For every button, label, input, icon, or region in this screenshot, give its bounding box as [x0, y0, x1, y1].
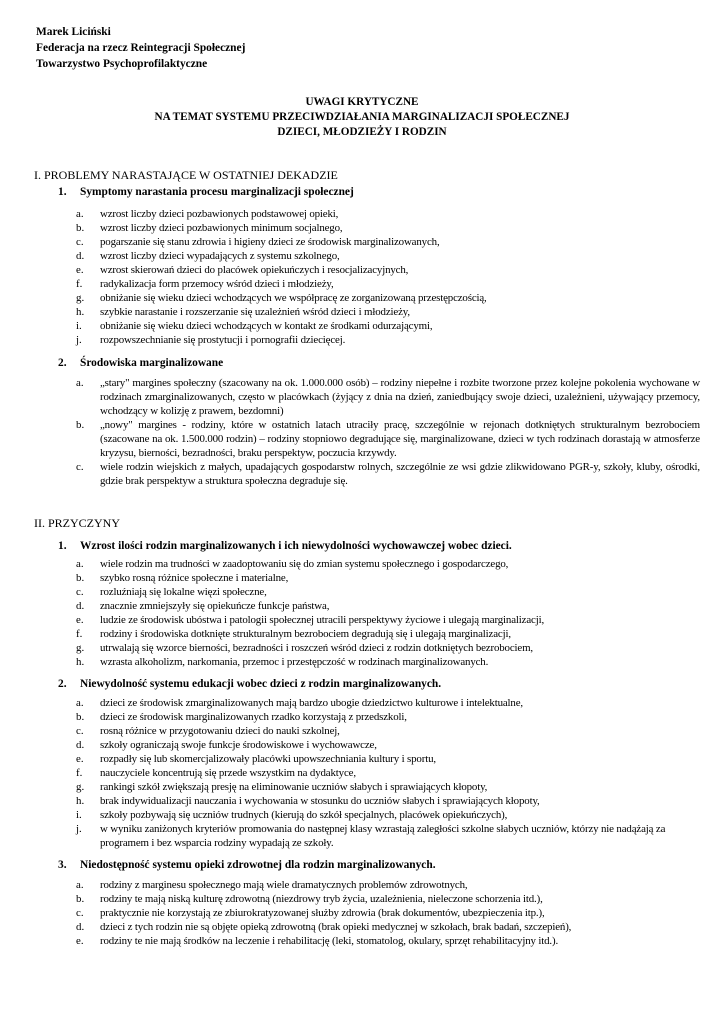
list-item-text: szybkie narastanie i rozszerzanie się uzależnień wśród dzieci i młodzieży, — [100, 306, 410, 318]
list-item — [0, 585, 724, 599]
list-item-marker: a. — [76, 558, 84, 570]
list-item-text: radykalizacja form przemocy wśród dzieci i młodzieży, — [100, 278, 334, 290]
title-line-1: UWAGI KRYTYCZNE — [305, 96, 419, 108]
section-1-2-heading — [58, 356, 223, 371]
list-item — [0, 263, 724, 277]
list-item-text: w wyniku zaniżonych kryteriów promowania do następnej klasy wzrastają zaległości szkolne słabych uczniów, którzy nie nadążają za programem i bez wsparcia rodziny wypadają ze szkoły. — [100, 823, 666, 849]
list-item-text: wzrost liczby dzieci pozbawionych minimum socjalnego, — [100, 222, 343, 234]
list-item-text: „nowy" margines - rodziny, które w ostatnich latach utraciły pracę, szczególnie w rejonach dotkniętych strukturalnym bezrobociem (szacowane na ok. 1.500.000 rodzin) – rodziny stopniowo degradujące się, marginalizowane, dzieci w tych rodzinach dorastają w atmosferze kryzysu, bierności, bezradności, braku perspektyw, poczucia krzywdy. — [100, 419, 700, 459]
list-item-text: rodziny i środowiska dotknięte strukturalnym bezrobociem degradują się i ulegają marginalizacji, — [100, 628, 511, 640]
list-item-marker: d. — [76, 739, 85, 751]
list-item-text: „stary" margines społeczny (szacowany na ok. 1.000.000 osób) – rodziny niepełne i rozbite tworzone przez kolejne pokolenia wychowane w rodzinach zmarginalizowanych, często w placówkach (żyjący z dnia na dzień, zaniedbujący swoje dzieci, uzależnieni, używający przemocy, wchodzący w kolizję z prawem, bezdomni) — [100, 377, 700, 417]
list-item-marker: a. — [76, 208, 84, 220]
list-item — [0, 724, 724, 738]
list-item-marker: j. — [76, 823, 82, 835]
section-number: 3. — [58, 859, 67, 871]
section-title: Środowiska marginalizowane — [80, 357, 224, 369]
list-item-text: rozpadły się lub skomercjalizowały placówki upowszechniania kultury i sportu, — [100, 753, 436, 765]
list-item-text: ludzie ze środowisk ubóstwa i patologii społecznej utracili perspektywy życiowe i ulegają marginalizacji, — [100, 614, 545, 626]
list-item — [0, 780, 724, 794]
list-item-marker: c. — [76, 586, 84, 598]
list-item — [0, 207, 724, 221]
list-item-text: rozluźniają się lokalne więzi społeczne, — [100, 586, 267, 598]
list-item-marker: e. — [76, 753, 84, 765]
document-title — [0, 95, 724, 140]
list-item-marker: b. — [76, 711, 85, 723]
list-item-text: praktycznie nie korzystają ze zbiurokratyzowanej służby zdrowia (brak dokumentów, ubezpieczenia itp.), — [100, 907, 545, 919]
author-organization-1: Federacja na rzecz Reintegracji Społecznej — [36, 42, 246, 54]
title-line-3: DZIECI, MŁODZIEŻY I RODZIN — [277, 126, 447, 138]
list-item — [0, 934, 724, 948]
section-2-3-heading — [58, 858, 436, 873]
list-item-text: rozpowszechnianie się prostytucji i pornografii dziecięcej. — [100, 334, 346, 346]
list-item-text: utrwalają się wzorce bierności, bezradności i roszczeń wśród dzieci z rodzin dotkniętych bezrobociem, — [100, 642, 533, 654]
list-item-text: szybko rosną różnice społeczne i materialne, — [100, 572, 289, 584]
list-item-marker: d. — [76, 250, 85, 262]
section-number: 2. — [58, 357, 67, 369]
list-item-marker: a. — [76, 697, 84, 709]
list-item — [0, 291, 724, 305]
list-item — [0, 766, 724, 780]
section-number: 1. — [58, 186, 67, 198]
section-2-1-heading — [58, 539, 512, 554]
section-2-1-list — [0, 557, 724, 669]
list-item-text: rankingi szkół zwiększają presję na eliminowanie uczniów słabych i sprawiających kłopoty, — [100, 781, 488, 793]
list-item — [0, 571, 724, 585]
section-title: Symptomy narastania procesu marginalizacji społecznej — [80, 186, 354, 198]
section-2-3-list — [0, 878, 724, 948]
list-item — [0, 878, 724, 892]
list-item-marker: b. — [76, 419, 85, 431]
author-block — [36, 24, 245, 72]
list-item-marker: j. — [76, 334, 82, 346]
list-item-text: pogarszanie się stanu zdrowia i higieny dzieci ze środowisk marginalizowanych, — [100, 236, 440, 248]
list-item — [0, 752, 724, 766]
list-item-text: dzieci ze środowisk zmarginalizowanych mają bardzo ubogie dziedzictwo kulturowe i intelektualne, — [100, 697, 523, 709]
list-item — [0, 333, 724, 347]
list-item-marker: h. — [76, 656, 85, 668]
section-title: Niewydolność systemu edukacji wobec dzieci z rodzin marginalizowanych. — [80, 678, 442, 690]
list-item-marker: a. — [76, 879, 84, 891]
list-item-text: wiele rodzin ma trudności w zaadoptowaniu się do zmian systemu społecznego i gospodarczego, — [100, 558, 509, 570]
list-item-marker: g. — [76, 781, 85, 793]
list-item — [0, 920, 724, 934]
section-1-2-list — [0, 376, 724, 488]
title-line-2: NA TEMAT SYSTEMU PRZECIWDZIAŁANIA MARGINALIZACJI SPOŁECZNEJ — [154, 111, 570, 123]
list-item — [0, 655, 724, 669]
list-item — [0, 235, 724, 249]
list-item-marker: d. — [76, 600, 85, 612]
list-item — [0, 738, 724, 752]
list-item-text: rodziny te nie mają środków na leczenie i rehabilitację (leki, stomatolog, okulary, sprzęt rehabilitacyjny itd.). — [100, 935, 559, 947]
list-item-text: rodziny z marginesu społecznego mają wiele dramatycznych problemów zdrowotnych, — [100, 879, 468, 891]
list-item — [0, 277, 724, 291]
list-item — [0, 599, 724, 613]
section-number: 2. — [58, 678, 67, 690]
list-item-marker: c. — [76, 907, 84, 919]
list-item-text: rosną różnice w przygotowaniu dzieci do nauki szkolnej, — [100, 725, 340, 737]
list-item-marker: b. — [76, 893, 85, 905]
author-organization-2: Towarzystwo Psychoprofilaktyczne — [36, 58, 208, 70]
list-item-text: dzieci ze środowisk marginalizowanych rzadko korzystają z przedszkoli, — [100, 711, 407, 723]
list-item-text: szkoły ograniczają swoje funkcje środowiskowe i wychowawcze, — [100, 739, 377, 751]
list-item-marker: b. — [76, 572, 85, 584]
author-name: Marek Liciński — [36, 26, 111, 38]
list-item — [0, 794, 724, 808]
list-item-text: wzrost liczby dzieci pozbawionych podstawowej opieki, — [100, 208, 339, 220]
list-item-marker: b. — [76, 222, 85, 234]
list-item — [0, 613, 724, 627]
section-1-1-heading — [58, 185, 354, 200]
list-item-marker: c. — [76, 461, 84, 473]
list-item-text: wzrost skierowań dzieci do placówek opiekuńczych i resocjalizacyjnych, — [100, 264, 409, 276]
list-item — [0, 696, 724, 710]
list-item-text: wzrost liczby dzieci wypadających z systemu szkolnego, — [100, 250, 340, 262]
list-item-marker: f. — [76, 767, 83, 779]
list-item-marker: c. — [76, 236, 84, 248]
list-item-text: rodziny te mają niską kulturę zdrowotną (niezdrowy tryb życia, uzależnienia, nieleczone schorzenia itd.), — [100, 893, 543, 905]
list-item-marker: g. — [76, 292, 85, 304]
list-item-text: dzieci z tych rodzin nie są objęte opieką zdrowotną (brak opieki medycznej w szkołach, brak badań, szczepień), — [100, 921, 572, 933]
list-item — [0, 627, 724, 641]
list-item — [0, 808, 724, 822]
list-item — [0, 822, 724, 850]
list-item — [0, 319, 724, 333]
list-item — [0, 641, 724, 655]
section-1-1-list — [0, 207, 724, 347]
list-item — [0, 892, 724, 906]
list-item-text: wzrasta alkoholizm, narkomania, przemoc i przestępczość w rodzinach marginalizowanych. — [100, 656, 489, 668]
list-item-marker: d. — [76, 921, 85, 933]
list-item — [0, 557, 724, 571]
list-item — [0, 418, 724, 460]
list-item — [0, 305, 724, 319]
list-item — [0, 376, 724, 418]
section-2-2-heading — [58, 677, 441, 692]
list-item-text: brak indywidualizacji nauczania i wychowania w stosunku do uczniów słabych i sprawiających kłopoty, — [100, 795, 540, 807]
section-title: Niedostępność systemu opieki zdrowotnej dla rodzin marginalizowanych. — [80, 859, 436, 871]
list-item — [0, 221, 724, 235]
list-item-marker: i. — [76, 809, 82, 821]
list-item-text: wiele rodzin wiejskich z małych, upadających gospodarstw rolnych, szczególnie ze wsi gdzie zlikwidowano PGR-y, szkoły, kluby, ośrodki, gdzie brak perspektyw a struktura społeczna degraduje się. — [100, 461, 700, 487]
list-item-text: nauczyciele koncentrują się przede wszystkim na dydaktyce, — [100, 767, 356, 779]
list-item-marker: e. — [76, 614, 84, 626]
part-2-heading: II. PRZYCZYNY — [34, 516, 120, 530]
list-item-text: szkoły pozbywają się uczniów trudnych (kierują do szkół specjalnych, placówek opiekuńczych), — [100, 809, 508, 821]
list-item-text: obniżanie się wieku dzieci wchodzących we współpracę ze zorganizowaną przestępczością, — [100, 292, 487, 304]
list-item — [0, 249, 724, 263]
section-number: 1. — [58, 540, 67, 552]
list-item — [0, 710, 724, 724]
list-item-marker: c. — [76, 725, 84, 737]
list-item-marker: h. — [76, 306, 85, 318]
list-item-text: obniżanie się wieku dzieci wchodzących w kontakt ze środkami odurzającymi, — [100, 320, 433, 332]
list-item-text: znacznie zmniejszyły się opiekuńcze funkcje państwa, — [100, 600, 330, 612]
list-item-marker: a. — [76, 377, 84, 389]
section-2-2-list — [0, 696, 724, 850]
list-item-marker: f. — [76, 628, 83, 640]
list-item — [0, 906, 724, 920]
list-item-marker: e. — [76, 935, 84, 947]
list-item-marker: f. — [76, 278, 83, 290]
list-item — [0, 460, 724, 488]
list-item-marker: g. — [76, 642, 85, 654]
list-item-marker: i. — [76, 320, 82, 332]
section-title: Wzrost ilości rodzin marginalizowanych i ich niewydolności wychowawczej wobec dzieci. — [80, 540, 512, 552]
part-1-heading: I. PROBLEMY NARASTAJĄCE W OSTATNIEJ DEKADZIE — [34, 168, 338, 182]
list-item-marker: e. — [76, 264, 84, 276]
list-item-marker: h. — [76, 795, 85, 807]
